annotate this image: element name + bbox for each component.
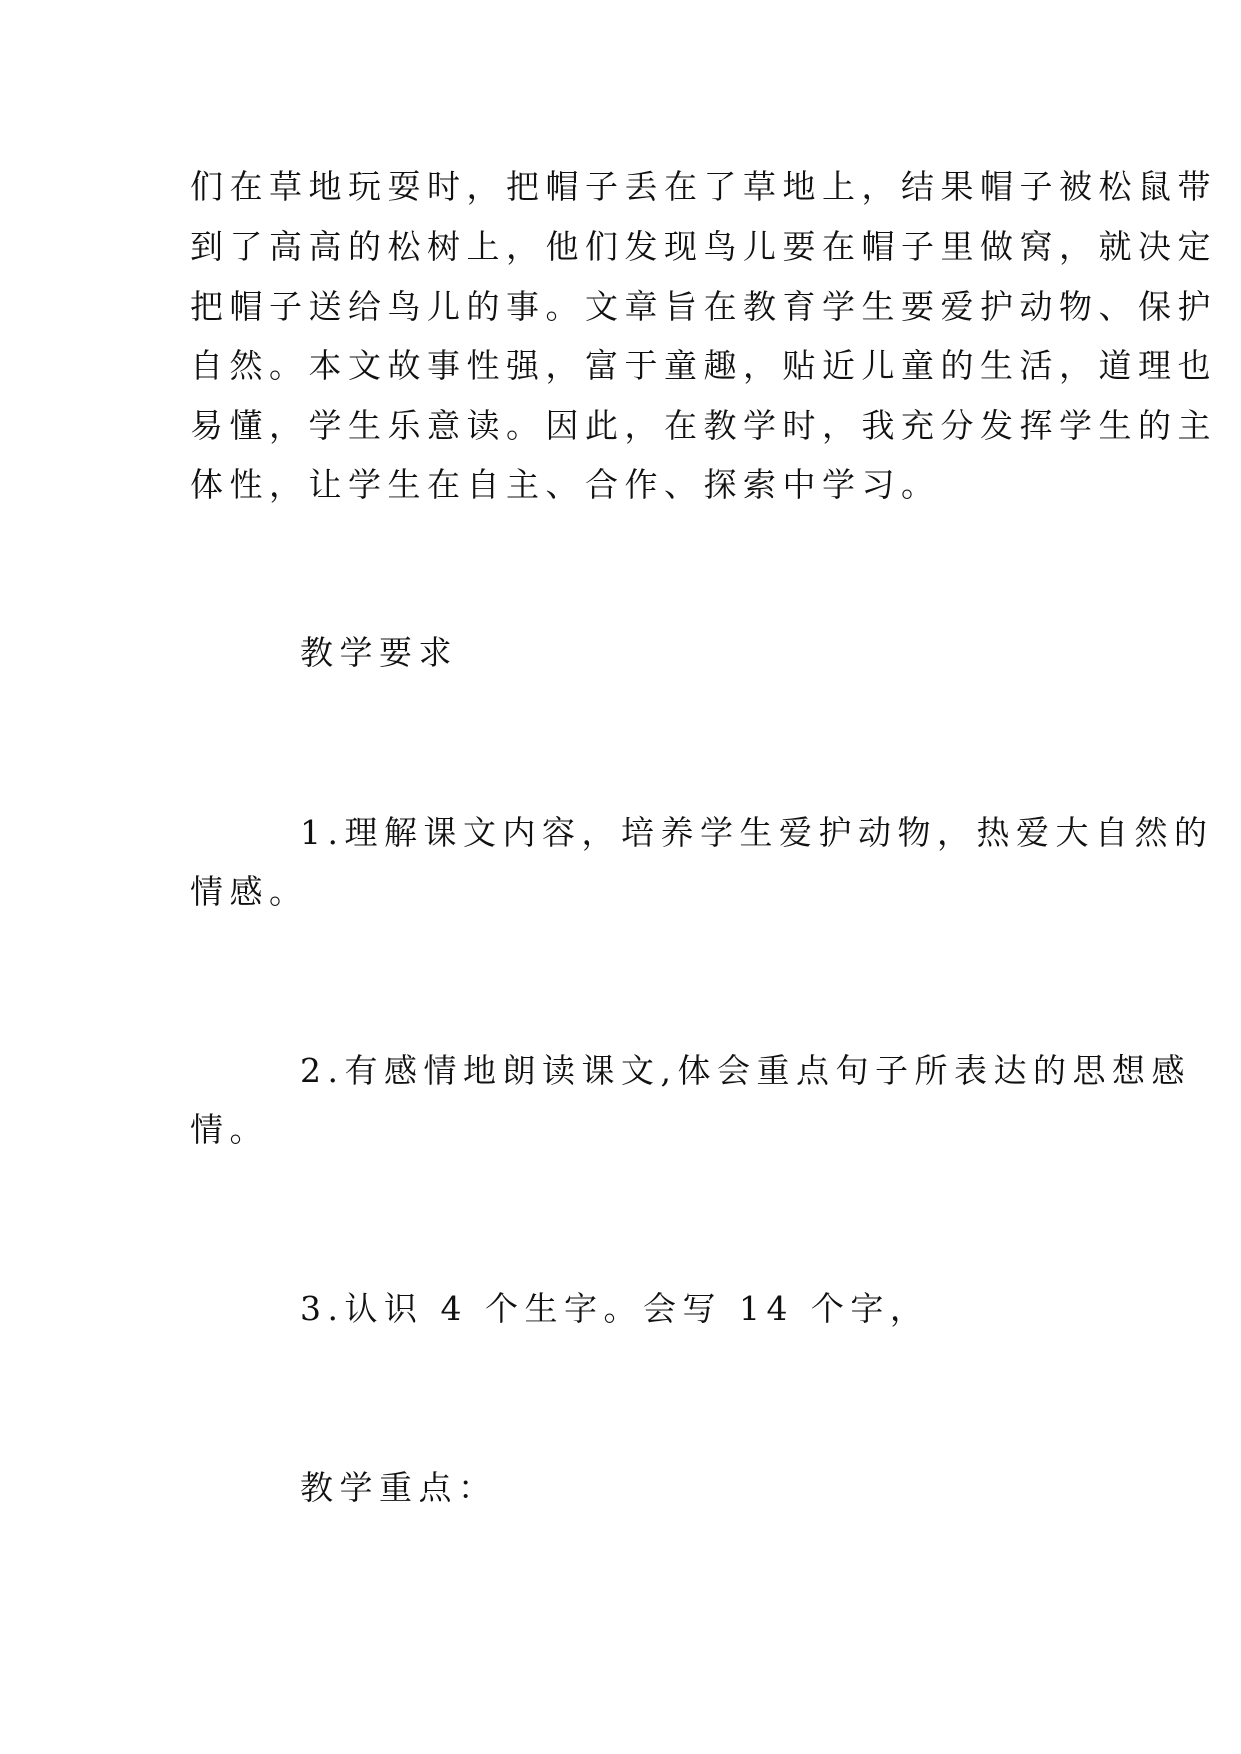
requirement-3-line-1: 3.认识 4 个生字。会写 14 个字， <box>300 1289 930 1328</box>
intro-line-6: 体性，让学生在自主、合作、探索中学习。 <box>190 465 941 504</box>
intro-line-5: 易懂，学生乐意读。因此，在教学时，我充分发挥学生的主 <box>190 406 1217 445</box>
requirement-1-line-1: 1.理解课文内容，培养学生爱护动物，热爱大自然的 <box>300 813 1214 852</box>
requirement-2-line-2: 情。 <box>190 1110 269 1149</box>
intro-line-4: 自然。本文故事性强，富于童趣，贴近儿童的生活，道理也 <box>190 346 1217 385</box>
teaching-key-points-heading: 教学重点： <box>300 1468 498 1507</box>
requirement-2-line-1: 2.有感情地朗读课文,体会重点句子所表达的思想感 <box>300 1051 1191 1090</box>
requirement-1-line-2: 情感。 <box>190 872 309 911</box>
intro-line-3: 把帽子送给鸟儿的事。文章旨在教育学生要爱护动物、保护 <box>190 287 1217 326</box>
teaching-requirements-heading: 教学要求 <box>300 633 458 672</box>
intro-line-1: 们在草地玩耍时，把帽子丢在了草地上，结果帽子被松鼠带 <box>190 167 1217 206</box>
intro-line-2: 到了高高的松树上，他们发现鸟儿要在帽子里做窝，就决定 <box>190 227 1217 266</box>
